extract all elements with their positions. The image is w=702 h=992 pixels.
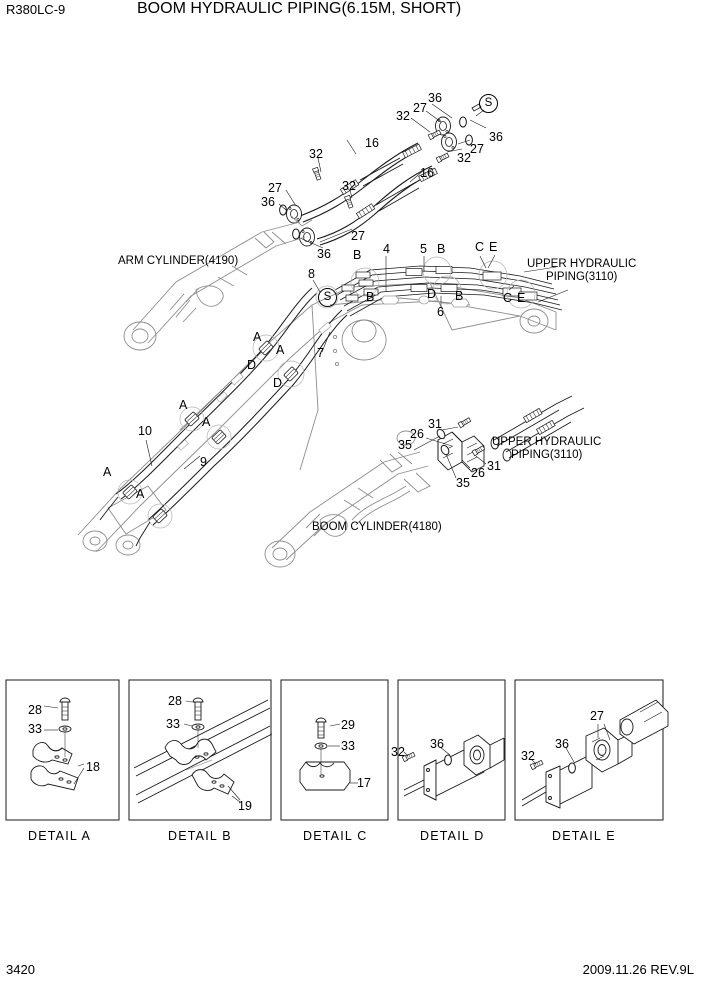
zone-marker-a: A <box>103 465 112 479</box>
caption-line-2: PIPING(3110) <box>510 449 583 462</box>
callout-36: 36 <box>317 247 331 261</box>
callout-29: 29 <box>341 718 355 732</box>
callout-18: 18 <box>86 760 100 774</box>
detail-d-label: DETAIL D <box>420 829 485 843</box>
callout-32: 32 <box>391 745 405 759</box>
callout-9: 9 <box>200 455 207 469</box>
detail-b-label: DETAIL B <box>168 829 232 843</box>
callout-28: 28 <box>28 703 42 717</box>
zone-marker-b: B <box>437 242 446 256</box>
zone-marker-a: A <box>276 343 285 357</box>
caption-line-2: PIPING(3110) <box>545 271 618 284</box>
zone-marker-b: B <box>366 290 375 304</box>
callout-32: 32 <box>521 749 535 763</box>
callout-26: 26 <box>471 466 485 480</box>
callout-7: 7 <box>317 346 324 360</box>
zone-marker-c: C <box>475 240 485 254</box>
callout-19: 19 <box>238 799 252 813</box>
detail-a-label: DETAIL A <box>28 829 92 843</box>
page-title: BOOM HYDRAULIC PIPING(6.15M, SHORT) <box>137 0 462 17</box>
callout-33: 33 <box>28 722 42 736</box>
model-code: R380LC-9 <box>6 2 66 17</box>
callout-36: 36 <box>428 91 442 105</box>
callout-17: 17 <box>357 776 371 790</box>
callout-36: 36 <box>555 737 569 751</box>
boom-cylinder-caption: BOOM CYLINDER(4180) <box>312 521 442 533</box>
detail-d-art <box>402 735 504 800</box>
callout-36: 36 <box>489 130 503 144</box>
callout-36: 36 <box>261 195 275 209</box>
callout-27: 27 <box>590 709 604 723</box>
callout-31: 31 <box>487 459 501 473</box>
callout-33: 33 <box>166 717 180 731</box>
callout-32: 32 <box>396 109 410 123</box>
callout-4: 4 <box>383 242 390 256</box>
callout-35: 35 <box>456 476 470 490</box>
upper-hydraulic-piping-top-caption <box>527 258 636 284</box>
callout-28: 28 <box>168 694 182 708</box>
callout-36: 36 <box>430 737 444 751</box>
zone-marker-a: A <box>179 398 188 412</box>
zone-marker-b: B <box>353 248 362 262</box>
callout-8: 8 <box>308 267 315 281</box>
detail-e-label: DETAIL E <box>552 829 616 843</box>
zone-marker-a: A <box>202 415 211 429</box>
zone-marker-s: S <box>479 94 498 113</box>
zone-marker-d: D <box>427 287 437 301</box>
caption-line-1: UPPER HYDRAULIC <box>492 436 602 448</box>
callout-32: 32 <box>309 147 323 161</box>
callout-16: 16 <box>420 166 434 180</box>
detail-b-art <box>134 698 272 803</box>
revision-date: 2009.11.26 REV.9L <box>582 962 694 977</box>
upper-hydraulic-piping-bottom-caption <box>492 436 601 462</box>
boom-body-outline <box>78 283 556 555</box>
callout-26: 26 <box>410 427 424 441</box>
callout-10: 10 <box>138 424 152 438</box>
top-hose-assembly <box>280 101 481 246</box>
boom-hose-runs <box>100 288 347 546</box>
zone-marker-c: C <box>503 291 513 305</box>
callout-27: 27 <box>351 229 365 243</box>
zone-marker-d: D <box>247 358 257 372</box>
callout-27: 27 <box>470 142 484 156</box>
callout-27: 27 <box>413 101 427 115</box>
detail-c-label: DETAIL C <box>303 829 368 843</box>
zone-marker-a: A <box>253 330 262 344</box>
zone-marker-e: E <box>517 291 526 305</box>
callout-32: 32 <box>457 151 471 165</box>
callout-16: 16 <box>365 136 379 150</box>
callout-6: 6 <box>437 305 444 319</box>
callout-35: 35 <box>398 438 412 452</box>
callout-32: 32 <box>342 179 356 193</box>
top-assembly-leaders <box>279 101 486 248</box>
caption-line-1: UPPER HYDRAULIC <box>527 258 637 270</box>
callout-27: 27 <box>268 181 282 195</box>
callout-31: 31 <box>428 417 442 431</box>
arm-cylinder-caption: ARM CYLINDER(4190) <box>118 255 239 267</box>
zone-marker-d: D <box>273 376 283 390</box>
callout-5: 5 <box>420 242 427 256</box>
zone-marker-e: E <box>489 240 498 254</box>
zone-marker-b: B <box>455 289 464 303</box>
page-number: 3420 <box>6 962 35 977</box>
zone-marker-s: S <box>318 288 337 307</box>
callout-33: 33 <box>341 739 355 753</box>
zone-marker-a: A <box>136 487 145 501</box>
